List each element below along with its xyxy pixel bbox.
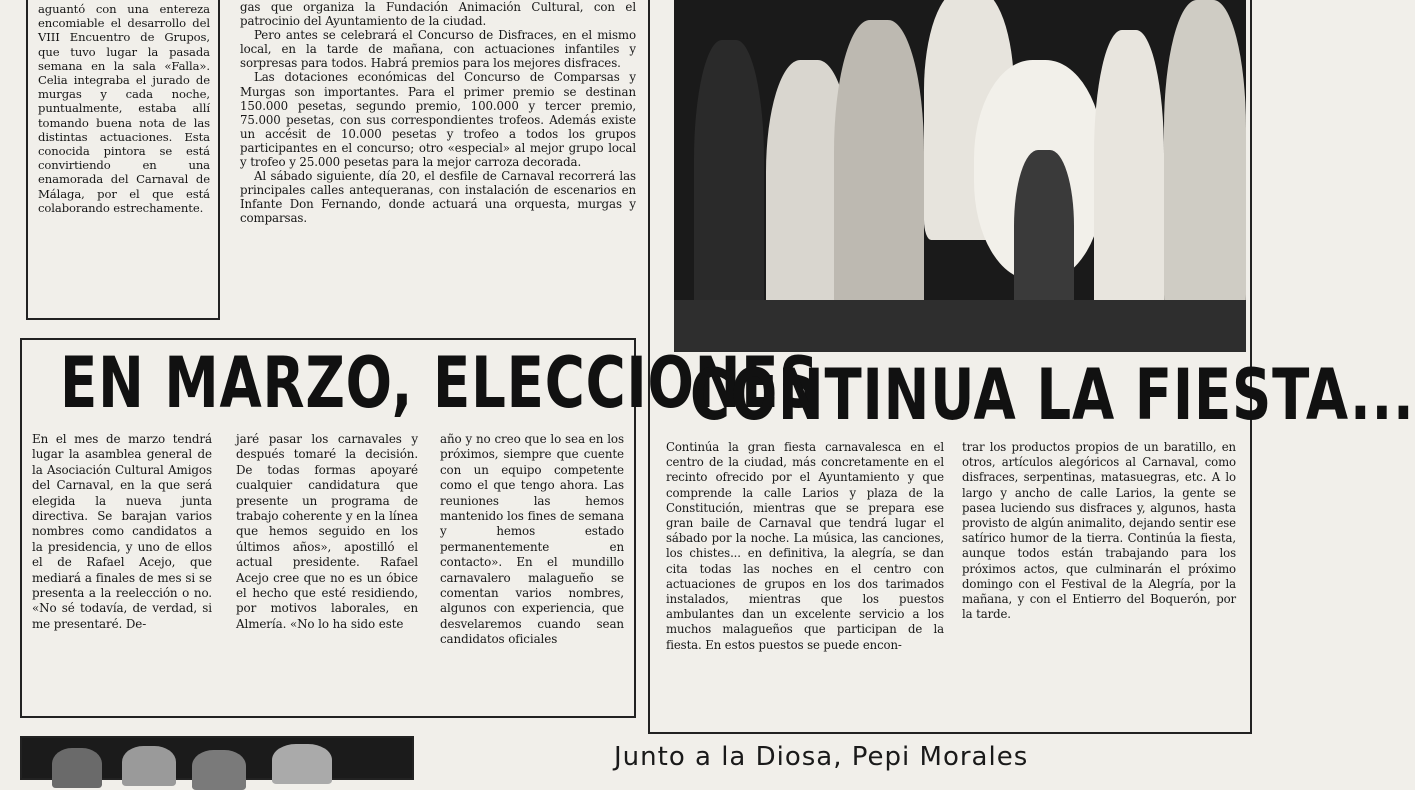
fiesta-col-2: trar los productos propios de un baratillo, en otros, artículos alegóricos al Carnaval, como disfraces, serpentinas, matasuegras, etc. A lo largo y ancho de calle Larios, la gente se pasea luciendo sus disfraces y, algunos, hasta provisto de algún animalito, dejando sentir ese satírico humor de la tierra. Continúa la fiesta, aunque todos están trabajando para los próximos actos, que culminarán el próximo domingo con el Festival de la Alegría, por la mañana, y con el Entierro del Boquerón, por la tarde. [962,440,1236,622]
fiesta-col-1: Continúa la gran fiesta carnavalesca en el centro de la ciudad, más concretamente en el recinto ofrecido por el Ayuntamiento y que comprende la calle Larios y plaza de la Constitución, mientras que se prepara ese gran baile de Carnaval que tendrá lugar el sábado por la noche. La música, las canciones, los chistes... en definitiva, la alegría, se dan cita todas las noches en el centro con actuaciones de grupos en los dos tarimados instalados, mientras que los puestos ambulantes dan un excelente servicio a los muchos malagueños que participan de la fiesta. En estos puestos se puede encon- [666,440,944,652]
elecciones-headline: EN MARZO, ELECCIONES [60,342,820,424]
fiesta-headline: CONTINUA LA FIESTA... [690,354,1415,436]
sidebar-text: aguantó con una entereza encomiable el desarrollo del VIII Encuentro de Grupos, que tuvo lugar la pasada semana en la sala «Falla». Celia integraba el jurado de murgas y cada noche, puntualmente, estaba allí tomando buena nota de las distintas actuaciones. Esta conocida pintora se está convirtiendo en una enamorada del Carnaval de Málaga, por el que está colaborando estrechamente. [38,2,210,215]
carnival-programme-text [240,0,636,330]
caption-headline: Junto a la Diosa, Pepi Morales [614,742,1029,772]
paragraph: Pero antes se celebrará el Concurso de Disfraces, en el mismo local, en la tarde de mañana, con actuaciones infantiles y sorpresas para todos. Habrá premios para los mejores disfraces. [240,28,636,71]
elecciones-col-1: En el mes de marzo tendrá lugar la asamblea general de la Asociación Cultural Amigos del Carnaval, en la que será elegida la nueva junta directiva. Se barajan varios nombres como candidatos a la presidencia, y uno de ellos el de Rafael Acejo, que mediará a finales de mes si se presenta a la reelección o no. «No sé todavía, de verdad, si me presentaré. De- [32,432,212,631]
paragraph: Las dotaciones económicas del Concurso de Comparsas y Murgas son importantes. Para el primer premio se destinan 150.000 pesetas, segundo premio, 100.000 y tercer premio, 75.000 pesetas, con sus correspondientes trofeos. Además existe un accésit de 10.000 pesetas y trofeo a todos los grupos participantes en el concurso; otro «especial» al mejor grupo local y trofeo y 25.000 pesetas para la mejor carroza decorada. [240,70,636,170]
paragraph: gas que organiza la Fundación Animación Cultural, con el patrocinio del Ayuntamiento de la ciudad. [240,0,636,29]
paragraph: Al sábado siguiente, día 20, el desfile de Carnaval recorrerá las principales calles antequeranas, con instalación de escenarios en Infante Don Fernando, donde actuará una orquesta, murgas y comparsas. [240,169,636,226]
bottom-photo [20,736,414,780]
elecciones-col-2: jaré pasar los carnavales y después tomaré la decisión. De todas formas apoyaré cualquier candidatura que presente un programa de trabajo coherente y en la línea que hemos seguido en los últimos años», apostilló el actual presidente. Rafael Acejo cree que no es un óbice el hecho que esté residiendo, por motivos laborales, en Almería. «No lo ha sido este [236,432,418,631]
elecciones-col-3: año y no creo que lo sea en los próximos, siempre que cuente con un equipo competente como el que tengo ahora. Las reuniones las hemos mantenido los fines de semana y hemos estado permanentemente en contacto». En el mundillo carnavalero malagueño se comentan varios nombres, algunos con experiencia, que desvelaremos cuando sean candidatos oficiales [440,432,624,647]
